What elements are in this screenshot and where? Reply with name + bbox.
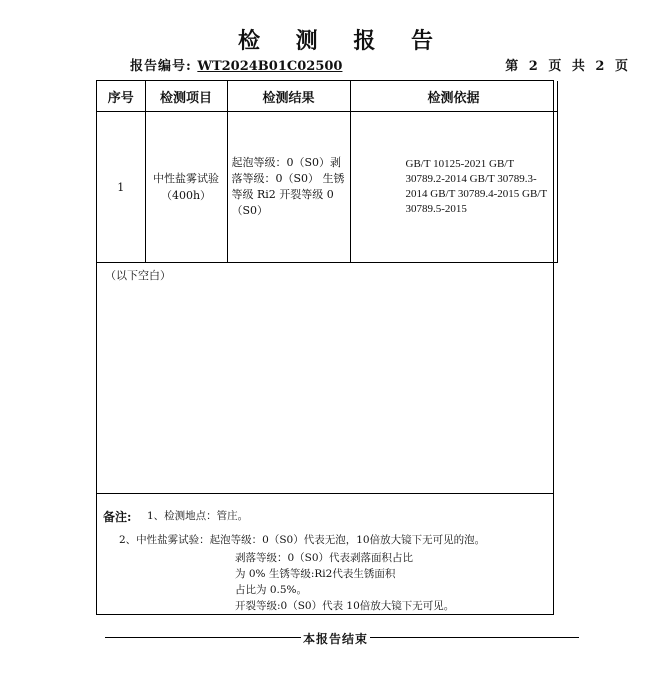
cell-item-duration: （400h）: [160, 189, 212, 202]
cell-seq: 1: [97, 112, 145, 263]
report-end-text: 本报告结束: [302, 632, 368, 646]
remark-line: 2、中性盐雾试验：起泡等级：0（S0）代表无泡，10倍放大镜下无可见的泡。: [119, 534, 486, 546]
remark-line: 开裂等级:0（S0）代表 10倍放大镜下无可见。: [235, 600, 455, 612]
report-end-marker: [0, 630, 671, 647]
remarks-label: 备注:: [103, 510, 132, 524]
remark-line: 为 0% 生锈等级:Ri2代表生锈面积: [235, 568, 396, 580]
remark-line: 1、检测地点：管庄。: [147, 510, 249, 522]
column-header-seq: 序号: [97, 81, 145, 112]
remark-line: 剥落等级：0（S0）代表剥落面积占比: [235, 552, 414, 564]
remarks-section: [97, 493, 553, 616]
report-number-label: 报告编号:: [130, 59, 192, 74]
remark-line: 占比为 0.5%。: [235, 584, 308, 596]
column-header-item: 检测项目: [145, 81, 227, 112]
report-frame: [96, 80, 554, 615]
table-header-row: [97, 81, 557, 112]
results-table: [97, 81, 558, 263]
report-number-value: WT2024B01C02500: [197, 59, 343, 74]
cell-item: [145, 112, 227, 263]
report-title: 检 测 报 告: [238, 28, 447, 54]
report-number: [130, 55, 342, 74]
page-indicator: 第 2 页 共 2 页: [505, 59, 631, 74]
column-header-basis: 检测依据: [350, 81, 557, 112]
cell-basis: GB/T 10125-2021 GB/T 30789.2-2014 GB/T 30789.3-2014 GB/T 30789.4-2015 GB/T 30789.5-2015: [350, 112, 557, 263]
blank-below-note: （以下空白）: [105, 269, 171, 282]
cell-result: 起泡等级：0（S0）剥落等级：0（S0） 生锈等级 Ri2 开裂等级 0（S0）: [227, 112, 350, 263]
column-header-result: 检测结果: [227, 81, 350, 112]
table-row: [97, 112, 557, 263]
cell-item-name: 中性盐雾试验: [153, 172, 219, 185]
